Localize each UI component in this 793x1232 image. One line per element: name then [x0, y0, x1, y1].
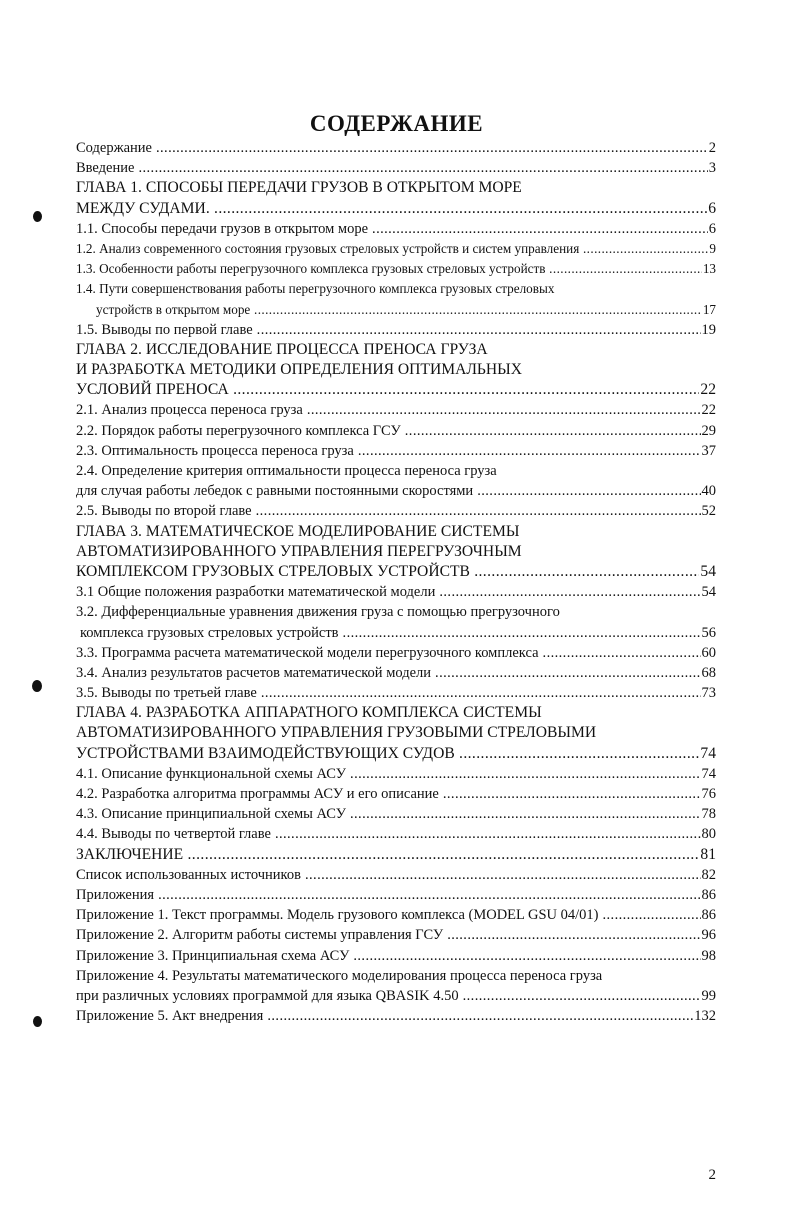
- toc-entry-page: 13: [702, 259, 716, 279]
- toc-entry: [76, 824, 716, 844]
- toc-entry-page: 6: [707, 199, 716, 219]
- toc-entry: [76, 461, 716, 481]
- toc-entry-title: 1.4. Пути совершенствования работы перегрузочного комплекса грузовых стреловых: [76, 281, 555, 297]
- toc-entry-page: 99: [701, 986, 717, 1006]
- toc-entry-page: 86: [701, 905, 717, 925]
- toc-entry: [76, 219, 716, 239]
- toc-entry-title: 2.2. Порядок работы перегрузочного комплекса ГСУ .....: [76, 423, 716, 439]
- toc-entry-title: МЕЖДУ СУДАМИ. .....: [76, 200, 716, 217]
- toc-entry: [76, 744, 716, 764]
- toc-entry: [76, 643, 716, 663]
- punch-hole-mark: [33, 1016, 42, 1027]
- toc-entry: [76, 925, 716, 945]
- toc-entry-page: 78: [701, 804, 717, 824]
- toc-entry-page: 73: [701, 683, 717, 703]
- toc-entry-page: 68: [701, 663, 717, 683]
- toc-entry-title: Содержание .....: [76, 140, 716, 156]
- toc-entry: [76, 138, 716, 158]
- toc-entry: [76, 683, 716, 703]
- toc-entry: [76, 400, 716, 420]
- toc-entry: [76, 804, 716, 824]
- toc-entry: [76, 865, 716, 885]
- toc-entry-title: 1.1. Способы передачи грузов в открытом море .....: [76, 221, 716, 237]
- toc-entry-page: 3: [708, 158, 716, 178]
- toc-entry-title: УСТРОЙСТВАМИ ВЗАИМОДЕЙСТВУЮЩИХ СУДОВ .....: [76, 745, 716, 762]
- toc-entry-page: 56: [701, 623, 717, 643]
- toc-entry-title: 4.3. Описание принципиальной схемы АСУ .....: [76, 806, 716, 822]
- toc-entry: [76, 441, 716, 461]
- toc-entry: [76, 320, 716, 340]
- toc-entry-title: АВТОМАТИЗИРОВАННОГО УПРАВЛЕНИЯ ПЕРЕГРУЗОЧНЫМ: [76, 542, 522, 560]
- toc-entry-title: 2.5. Выводы по второй главе .....: [76, 503, 716, 519]
- toc-entry-page: 9: [708, 239, 716, 259]
- toc-entry-title: 1.3. Особенности работы перегрузочного комплекса грузовых стреловых устройств .....: [76, 261, 716, 276]
- toc-entry-page: 40: [701, 481, 717, 501]
- toc-entry: [76, 340, 716, 360]
- toc-entry-title: 4.4. Выводы по четвертой главе .....: [76, 826, 716, 842]
- toc-entry-page: 54: [701, 582, 717, 602]
- toc-entry-page: 96: [701, 925, 717, 945]
- toc-entry-title: для случая работы лебедок с равными постоянными скоростями .....: [76, 483, 716, 499]
- toc-entry-title: АВТОМАТИЗИРОВАННОГО УПРАВЛЕНИЯ ГРУЗОВЫМИ СТРЕЛОВЫМИ: [76, 724, 597, 742]
- toc-entry-title: 3.2. Дифференциальные уравнения движения груза с помощью прегрузочного: [76, 604, 560, 621]
- toc-entry-page: 17: [702, 300, 716, 320]
- toc-entry-title: 2.3. Оптимальность процесса переноса груза .....: [76, 443, 716, 459]
- toc-entry-title: Приложение 4. Результаты математического моделирования процесса переноса груза: [76, 967, 603, 984]
- toc-entry-title: Приложение 1. Текст программы. Модель грузового комплекса (MODEL GSU 04/01) .....: [76, 907, 716, 923]
- punch-hole-mark: [32, 680, 42, 692]
- toc-entry-title: 1.2. Анализ современного состояния грузовых стреловых устройств и систем управления .....: [76, 241, 716, 256]
- toc-entry-page: 81: [699, 845, 716, 865]
- toc-entry: [76, 764, 716, 784]
- toc-entry-page: 86: [701, 885, 717, 905]
- toc-entry-page: 52: [701, 501, 717, 521]
- toc-entry-title: устройств в открытом море .....: [96, 302, 716, 317]
- toc-entry: [76, 986, 716, 1006]
- toc-entry-title: ГЛАВА 1. СПОСОБЫ ПЕРЕДАЧИ ГРУЗОВ В ОТКРЫТОМ МОРЕ: [76, 179, 522, 197]
- toc-entry: [76, 784, 716, 804]
- toc-entry-title: ГЛАВА 2. ИССЛЕДОВАНИЕ ПРОЦЕССА ПРЕНОСА ГРУЗА: [76, 340, 488, 358]
- page-title: СОДЕРЖАНИЕ: [309, 111, 484, 136]
- toc-entry: [76, 481, 716, 501]
- toc-entry-page: 37: [701, 441, 717, 461]
- toc-entry-title: 1.5. Выводы по первой главе .....: [76, 322, 716, 338]
- table-of-contents: [76, 138, 716, 1026]
- toc-entry-title: 3.4. Анализ результатов расчетов математической модели .....: [76, 665, 716, 681]
- toc-entry: [76, 1006, 716, 1026]
- toc-entry: [76, 845, 716, 865]
- toc-entry: [76, 259, 716, 279]
- toc-entry-page: 98: [701, 946, 717, 966]
- toc-entry-page: 22: [699, 380, 716, 400]
- toc-entry: [76, 905, 716, 925]
- toc-entry-title: ГЛАВА 3. МАТЕМАТИЧЕСКОЕ МОДЕЛИРОВАНИЕ СИСТЕМЫ: [76, 522, 520, 540]
- toc-entry: [76, 542, 716, 562]
- toc-entry: [76, 421, 716, 441]
- toc-entry-page: 2: [708, 138, 716, 158]
- toc-entry-page: 74: [699, 744, 716, 764]
- toc-entry: [76, 703, 716, 723]
- toc-entry: [76, 380, 716, 400]
- toc-entry-title: КОМПЛЕКСОМ ГРУЗОВЫХ СТРЕЛОВЫХ УСТРОЙСТВ .....: [76, 563, 716, 580]
- toc-entry-page: 82: [701, 865, 717, 885]
- toc-entry: [76, 239, 716, 259]
- toc-entry-page: 132: [693, 1006, 716, 1026]
- toc-entry-title: 2.4. Определение критерия оптимальности процесса переноса груза: [76, 463, 497, 479]
- toc-entry-title: Введение .....: [76, 160, 716, 176]
- toc-entry-title: Приложение 5. Акт внедрения .....: [76, 1008, 716, 1024]
- toc-entry: [76, 623, 716, 643]
- toc-entry-page: 19: [701, 320, 717, 340]
- toc-entry: [76, 522, 716, 542]
- toc-entry: [76, 966, 716, 986]
- toc-entry-title: 2.1. Анализ процесса переноса груза .....: [76, 402, 716, 418]
- toc-entry-title: ЗАКЛЮЧЕНИЕ .....: [76, 846, 716, 863]
- toc-entry-title: Приложение 2. Алгоритм работы системы управления ГСУ .....: [76, 927, 716, 943]
- toc-entry-title: при различных условиях программой для языка QBASIK 4.50 .....: [76, 988, 716, 1004]
- toc-entry-title: комплекса грузовых стреловых устройств .....: [80, 625, 716, 641]
- toc-entry-page: 54: [699, 562, 716, 582]
- toc-entry-page: 76: [701, 784, 717, 804]
- toc-entry: [76, 946, 716, 966]
- toc-entry-page: 6: [708, 219, 716, 239]
- toc-entry: [76, 158, 716, 178]
- toc-entry: [76, 602, 716, 622]
- punch-hole-mark: [33, 211, 42, 222]
- toc-entry: [76, 582, 716, 602]
- toc-entry: [76, 360, 716, 380]
- toc-entry: [76, 562, 716, 582]
- toc-entry-title: И РАЗРАБОТКА МЕТОДИКИ ОПРЕДЕЛЕНИЯ ОПТИМАЛЬНЫХ: [76, 361, 522, 379]
- toc-entry-title: Список использованных источников .....: [76, 867, 716, 883]
- toc-entry-page: 22: [701, 400, 717, 420]
- toc-entry: [76, 663, 716, 683]
- toc-entry: [76, 199, 716, 219]
- toc-entry-page: 74: [701, 764, 717, 784]
- toc-entry-title: 3.5. Выводы по третьей главе .....: [76, 685, 716, 701]
- toc-entry-title: 4.1. Описание функциональной схемы АСУ .....: [76, 766, 716, 782]
- toc-entry-title: ГЛАВА 4. РАЗРАБОТКА АППАРАТНОГО КОМПЛЕКСА СИСТЕМЫ: [76, 704, 542, 722]
- toc-entry-title: 4.2. Разработка алгоритма программы АСУ и его описание .....: [76, 786, 716, 802]
- toc-entry-title: Приложение 3. Принципиальная схема АСУ .....: [76, 948, 716, 964]
- toc-entry-page: 29: [701, 421, 717, 441]
- toc-entry-title: УСЛОВИЙ ПРЕНОСА .....: [76, 381, 716, 398]
- toc-entry-title: Приложения .....: [76, 887, 716, 903]
- toc-entry: [76, 501, 716, 521]
- toc-entry: [76, 300, 716, 320]
- toc-entry-page: 80: [701, 824, 717, 844]
- toc-entry-page: 60: [701, 643, 717, 663]
- toc-entry: [76, 279, 716, 299]
- toc-entry: [76, 723, 716, 743]
- toc-entry: [76, 885, 716, 905]
- page-number: 2: [708, 1167, 716, 1183]
- toc-entry: [76, 178, 716, 198]
- toc-entry-title: 3.1 Общие положения разработки математической модели .....: [76, 584, 716, 600]
- toc-entry-title: 3.3. Программа расчета математической модели перегрузочного комплекса .....: [76, 645, 716, 661]
